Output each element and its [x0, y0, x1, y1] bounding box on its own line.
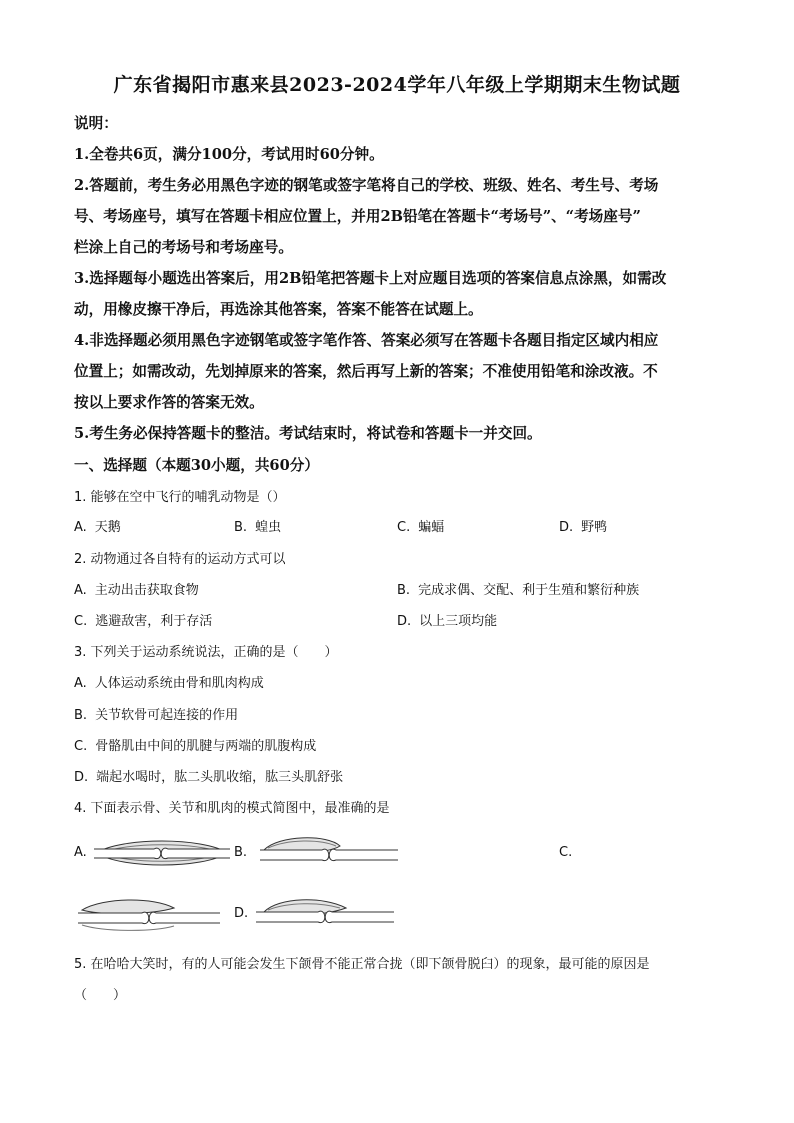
q1-option-a: A. 天鹅	[74, 520, 121, 535]
q3-option-a: A. 人体运动系统由骨和肌肉构成	[74, 676, 264, 691]
note-line: 1.全卷共6页，满分100分，考试用时60分钟。	[74, 146, 384, 163]
note-line: 位置上；如需改动，先划掉原来的答案，然后再写上新的答案；不准使用铅笔和涂改液。不	[74, 363, 658, 380]
question-4-stem: 4. 下面表示骨、关节和肌肉的模式简图中，最准确的是	[74, 801, 390, 816]
question-2-stem: 2. 动物通过各自特有的运动方式可以	[74, 552, 286, 567]
q3-option-d: D. 端起水喝时，肱二头肌收缩，肱三头肌舒张	[74, 770, 344, 785]
note-line: 3.选择题每小题选出答案后，用2B铅笔把答题卡上对应题目选项的答案信息点涂黑，如需改	[74, 270, 667, 287]
question-1-stem: 1. 能够在空中飞行的哺乳动物是（）	[74, 490, 286, 505]
page-title: 广东省揭阳市惠来县2023-2024学年八年级上学期期末生物试题	[113, 74, 681, 96]
q1-option-c: C. 蝙蝠	[397, 520, 445, 535]
q4-label-a: A.	[74, 845, 87, 860]
note-line: 2.答题前，考生务必用黑色字迹的钢笔或签字笔将自己的学校、班级、姓名、考生号、考场	[74, 177, 659, 194]
q2-option-c: C. 逃避敌害，利于存活	[74, 614, 213, 629]
section-heading: 一、选择题（本题30小题，共60分）	[74, 457, 319, 474]
note-line: 按以上要求作答的答案无效。	[74, 394, 264, 411]
q4-label-c: C.	[559, 845, 573, 860]
note-line: 5.考生务必保持答题卡的整洁。考试结束时，将试卷和答题卡一并交回。	[74, 425, 542, 442]
q1-option-b: B. 蝗虫	[234, 520, 282, 535]
q1-option-d: D. 野鸭	[559, 520, 608, 535]
q2-option-d: D. 以上三项均能	[397, 614, 498, 629]
q2-option-b: B. 完成求偶、交配、利于生殖和繁衍种族	[397, 583, 640, 598]
q4-figure-a	[92, 830, 232, 876]
q4-figure-b	[258, 830, 400, 876]
q3-option-b: B. 关节软骨可起连接的作用	[74, 708, 239, 723]
note-line: 动，用橡皮擦干净后，再选涂其他答案，答案不能答在试题上。	[74, 301, 483, 318]
question-5-stem-continued: （ ）	[74, 988, 127, 1003]
question-3-stem: 3. 下列关于运动系统说法，正确的是（ ）	[74, 645, 338, 660]
q4-figure-c	[74, 892, 224, 938]
q2-option-a: A. 主动出击获取食物	[74, 583, 199, 598]
q3-option-c: C. 骨骼肌由中间的肌腱与两端的肌腹构成	[74, 739, 317, 754]
q4-figure-d	[254, 892, 396, 938]
note-line: 栏涂上自己的考场号和考场座号。	[74, 239, 293, 256]
q4-label-d: D.	[234, 906, 249, 921]
note-line: 4.非选择题必须用黑色字迹钢笔或签字笔作答、答案必须写在答题卡各题目指定区域内相应	[74, 332, 659, 349]
notes-heading: 说明：	[74, 115, 118, 132]
question-5-stem: 5. 在哈哈大笑时，有的人可能会发生下颌骨不能正常合拢（即下颌骨脱臼）的现象，最可能的原因是	[74, 957, 650, 972]
note-line: 号、考场座号，填写在答题卡相应位置上，并用2B铅笔在答题卡“考场号”、“考场座号”	[74, 208, 641, 225]
q4-label-b: B.	[234, 845, 248, 860]
